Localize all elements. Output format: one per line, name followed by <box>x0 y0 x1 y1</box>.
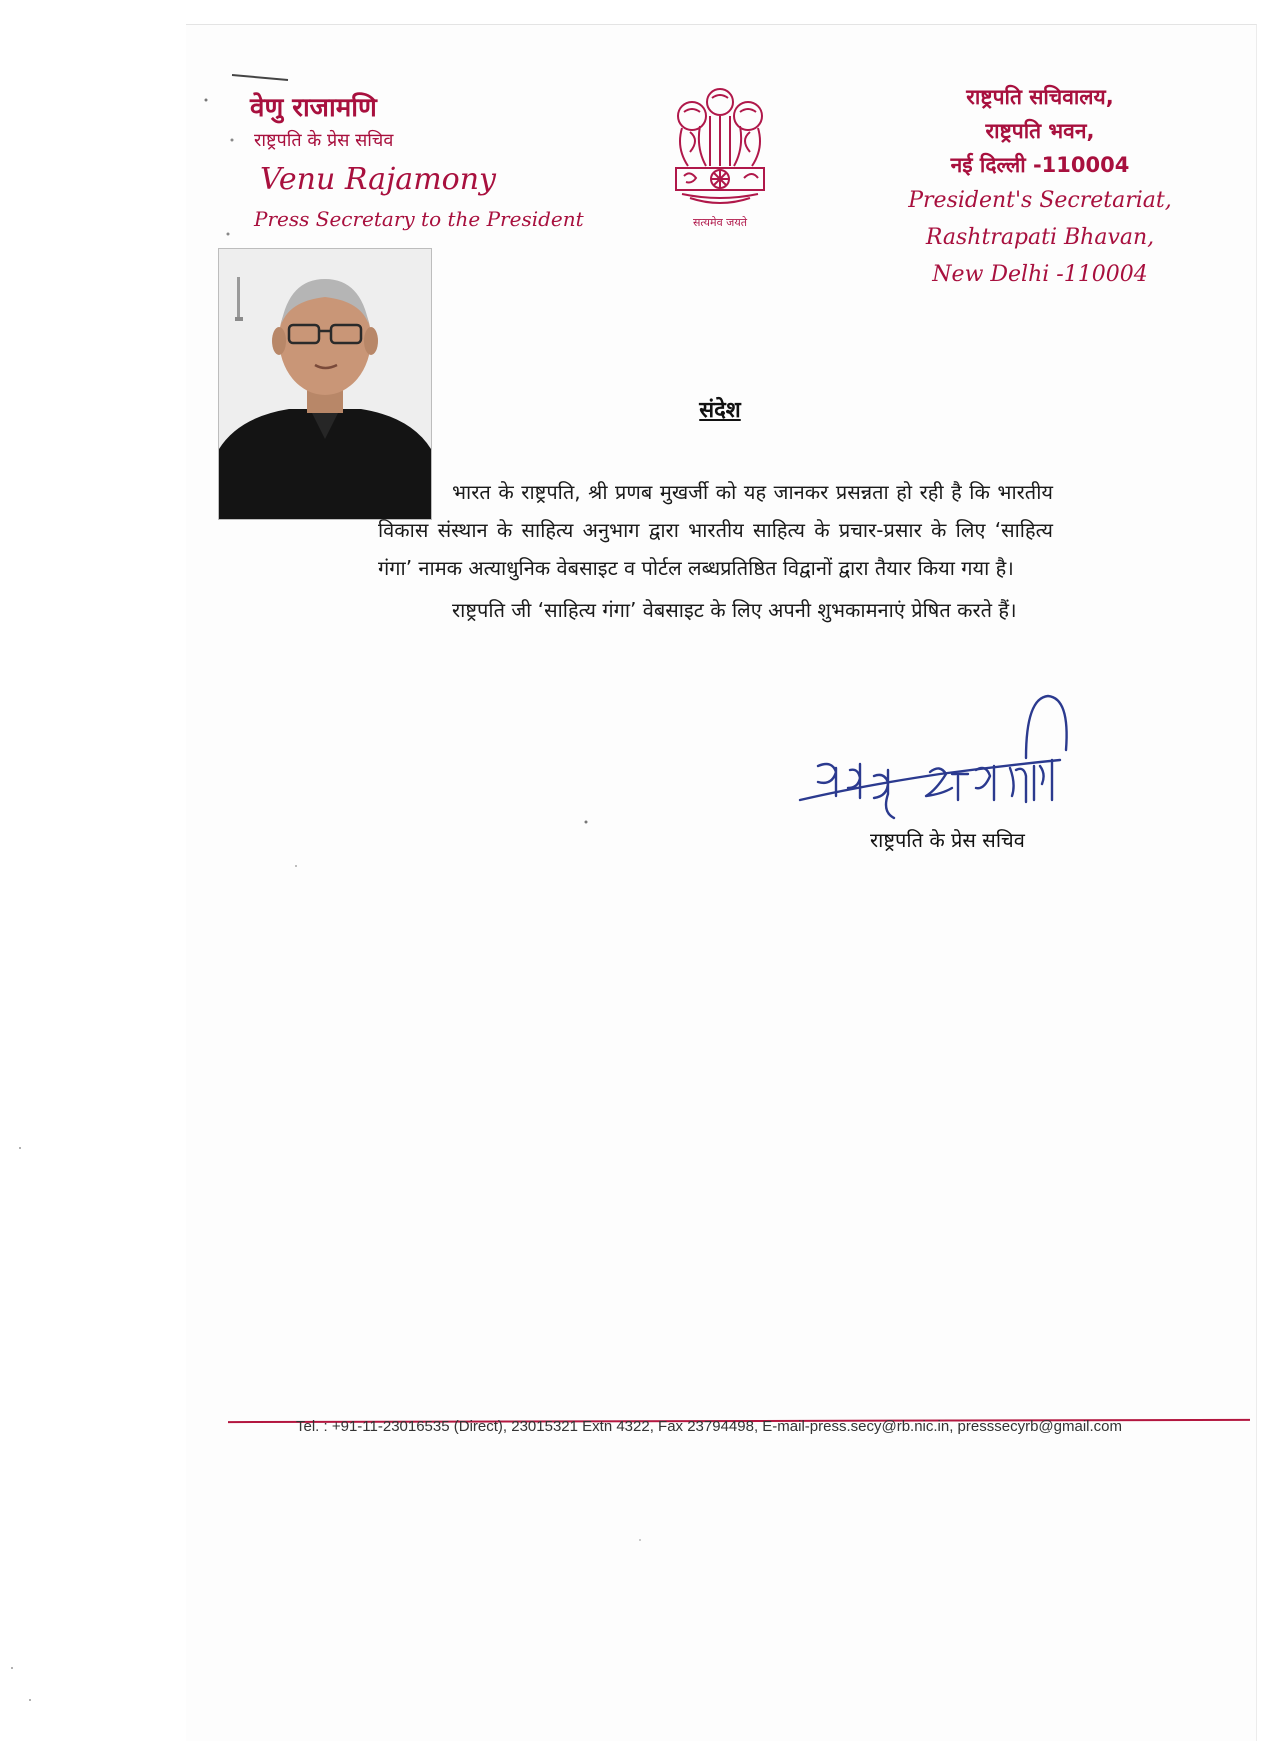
handwritten-signature <box>790 690 1150 840</box>
sender-block <box>250 90 584 234</box>
address-hindi-line-3: नई दिल्ली -110004 <box>950 153 1130 177</box>
message-paragraph-2: राष्ट्रपति जी ‘साहित्य गंगा’ वेबसाइट के लिए अपनी शुभकामनाएं प्रेषित करते हैं। <box>452 598 1017 622</box>
sender-name-english: Venu Rajamony <box>260 162 496 197</box>
address-hindi-line-2: राष्ट्रपति भवन, <box>985 119 1095 143</box>
address-english-line-1: President's Secretariat, <box>908 188 1172 213</box>
address-english-line-2: Rashtrapati Bhavan, <box>925 225 1155 250</box>
signatory-title: राष्ट्रपति के प्रेस सचिव <box>870 828 1025 852</box>
message-heading: संदेश <box>699 398 741 423</box>
sender-title-hindi: राष्ट्रपति के प्रेस सचिव <box>254 130 394 151</box>
sender-title-english: Press Secretary to the President <box>254 207 584 231</box>
sender-name-hindi: वेणु राजामणि <box>250 93 377 123</box>
national-emblem-icon <box>660 82 780 234</box>
address-hindi-line-1: राष्ट्रपति सचिवालय, <box>966 85 1114 109</box>
office-address-block <box>880 80 1200 293</box>
footer-contact: Tel. : +91-11-23016535 (Direct), 23015321 Extn 4322, Fax 23794498, E-mail-press.secy@rb.nic.in, presssecyrb@gmail.com <box>296 1418 1122 1435</box>
address-english-line-3: New Delhi -110004 <box>932 262 1148 287</box>
message-paragraph-1: भारत के राष्ट्रपति, श्री प्रणब मुखर्जी को यह जानकर प्रसन्नता हो रही है कि भारतीय विकास संस्थान के साहित्य अनुभाग द्वारा भारतीय साहित्य के प्रचार-प्रसार के लिए ‘साहित्य गंगा’ नामक अत्याधुनिक वेबसाइट व पोर्टल लब्धप्रतिष्ठित विद्वानों द्वारा तैयार किया गया है। <box>378 480 1053 580</box>
message-body <box>378 473 1053 629</box>
emblem-motto: सत्यमेव जयते <box>692 216 748 229</box>
